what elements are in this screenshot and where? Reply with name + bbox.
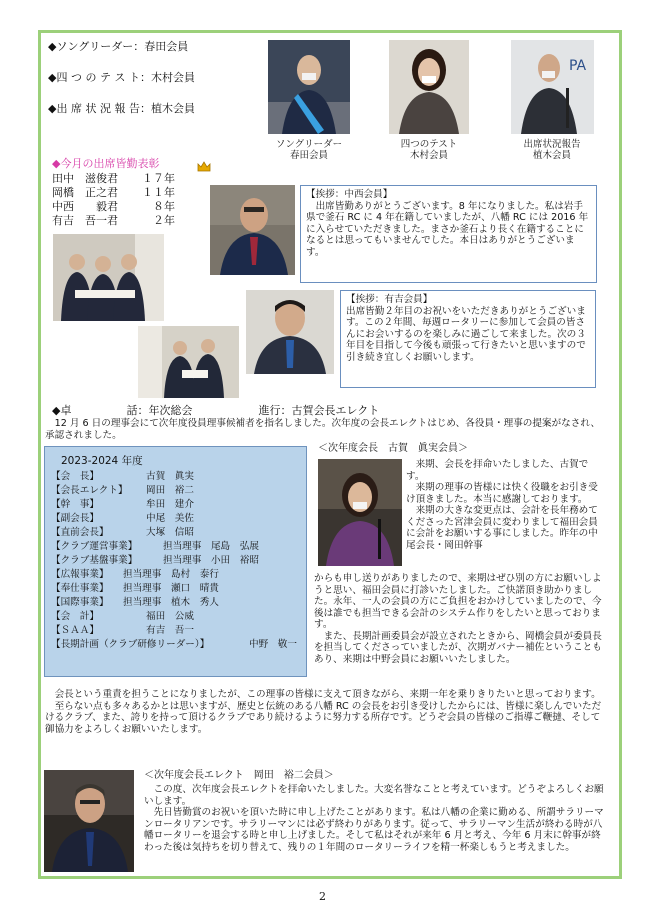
greeting-body: 出席皆勤ありがとうございます。8 年になりました。私は岩手県で釜石 RC に 4 年在籍していましたが、八幡 RC には 2016 年に入らせていただきました。まさか釜石より長く在籍することになるとは思ってもいませんでした。本日はありがとうございます。 <box>306 200 589 258</box>
crown-icon <box>197 157 211 168</box>
president-wide-text: からも申し送りがありましたので、来期はぜひ別の方にお願いしようと思い、福田会員に打診いたしました。ご快諾頂き助かりました。永年、一人の会員の方にご負担をおかけしていましたので、今後は誰でも担当できる会計のシステム作りをしたいと思っております。 また、長期計画委員会が設立されたときから、岡橋会員が委員長を担当してくださっていましたが、次期ガバナー補佐ということもあり、来期は中野会員にお願いいたしました。 <box>314 573 602 665</box>
table-row: 【長期計画（クラブ研修リーダー）】 中野 敬一 <box>51 639 297 650</box>
greeting-title: 【挨拶：中西会員】 <box>306 189 393 200</box>
officers-year: 2023-2024 年度 <box>61 455 143 467</box>
photo-president-koga <box>318 459 402 566</box>
caption-four-way-test: 四つのテスト 木村会員 <box>400 139 458 161</box>
photo-four-way-test <box>389 40 469 134</box>
photo-award-handover <box>138 326 239 398</box>
table-row: 【クラブ基盤事業】 担当理事 小田 裕昭 <box>51 555 259 566</box>
president-short-text: 来期、会長を拝命いたしました、古賀です。 来期の理事の皆様には快く役職をお引き受け頂きました。本当に感謝しております。 来期の大きな変更点は、会計を長年務めてくださった宮津会員に変わりまして福田会員に会計をお願いする事にしました。昨年の中尾会長・岡田幹事 <box>406 459 598 551</box>
table-row: 【会長エレクト】 岡田 裕二 <box>51 485 194 496</box>
table-row: 【会 計】 福田 公威 <box>51 611 194 622</box>
table-row: 【奉仕事業】 担当理事 瀬口 晴貴 <box>51 583 219 594</box>
table-row: 【副会長】 中尾 美佐 <box>51 513 194 524</box>
talk-intro: 12 月 6 日の理事会にて次年度役員理事候補者を指名しました。次年度の会長エレクトはじめ、各役員・理事の提案がなされ、承認されました。 <box>45 418 601 441</box>
role-song-leader: ◆ソングリーダー：春田会員 <box>48 40 189 53</box>
photo-award-group <box>53 234 164 321</box>
svg-text:PA: PA <box>569 58 587 74</box>
president-heading: ＜次年度会長 古賀 眞実会員＞ <box>318 443 468 454</box>
list-item: 中西 毅君 ８年 <box>52 200 175 213</box>
greeting-ariyoshi-box <box>340 290 596 388</box>
table-row: 【幹 事】 牟田 建介 <box>51 499 194 510</box>
photo-elect-okada <box>44 770 134 872</box>
role-four-way-test: ◆四 つ の テ ス ト：木村会員 <box>48 71 195 84</box>
page-number: 2 <box>319 890 326 903</box>
list-item: 有吉 吾一君 ２年 <box>52 214 175 227</box>
greeting-body: 出席皆勤２年目のお祝いをいただきありがとうございます。この２年間、毎週ロータリーに参加して会員の皆さんにお会いするのを楽しみに過ごして来ました。次の３年目を目指して今後も頑張って行きたいと思いますので引き続き宜しくお願いします。 <box>346 305 586 363</box>
president-full-text: 会長という重責を担うことになりましたが、この理事の皆様に支えて頂きながら、来期一年を乗りきりたいと思っております。 至らない点も多々あるかとは思いますが、歴史と伝統のある八幡 RC の会長をお引き受けしたからには、皆様に楽しんでいただけるクラブ、また、誇りを持って頂けるクラブであり続けるように努力する所存です。どうぞ会員の皆様のご指導ご鞭撻、そして御協力をよろしくお願いいたします。 <box>45 689 602 735</box>
caption-attendance-report: 出席状況報告 植木会員 <box>523 139 581 161</box>
table-row: 【国際事業】 担当理事 植木 秀人 <box>51 597 219 608</box>
caption-song-leader: ソングリーダー 春田会員 <box>275 139 343 161</box>
elect-heading: ＜次年度会長エレクト 岡田 裕二会員＞ <box>144 770 334 781</box>
elect-text: この度、次年度会長エレクトを拝命いたしました。大変名誉なことと考えています。どうぞよろしくお願いします。 先日皆勤賞のお祝いを頂いた時に申し上げたことがあります。私は八幡の企業に勤める、所謂サラリーマンロータリアンです。サラリーマンには必ず終わりがあります。従って、サラリーマン生活が終わる時が八幡ロータリーを退会する時と申し上げました。そして私はそれが来年 6 月と考え、今年 6 月末に幹事が終わった後は気持ちを切り替えて、残りの１年間のロータリーライフを精一杯楽しもうと考えました。 <box>144 784 604 853</box>
role-attendance-report: ◆出 席 状 況 報 告：植木会員 <box>48 102 195 115</box>
photo-nakanishi <box>210 185 295 275</box>
table-row: 【会 長】 古賀 眞実 <box>51 471 194 482</box>
photo-ariyoshi <box>246 290 334 374</box>
photo-attendance-report <box>511 40 594 134</box>
table-row: 【ＳＡＡ】 有吉 吾一 <box>51 625 194 636</box>
attendance-list <box>52 172 175 228</box>
talk-heading: ◆卓 話：年次総会 進行：古賀会長エレクト <box>52 404 380 417</box>
table-row: 【広報事業】 担当理事 島村 泰行 <box>51 569 219 580</box>
table-row: 【クラブ運営事業】 担当理事 尾島 弘展 <box>51 541 259 552</box>
list-item: 岡橋 正之君 １１年 <box>52 186 175 199</box>
list-item: 田中 滋俊君 １７年 <box>52 172 175 185</box>
table-row: 【直前会長】 大塚 信昭 <box>51 527 194 538</box>
greeting-nakanishi-box <box>300 185 597 283</box>
officers-list <box>44 446 307 677</box>
photo-song-leader <box>268 40 350 134</box>
greeting-title: 【挨拶：有吉会員】 <box>346 294 433 305</box>
attendance-title: ◆今月の出席皆勤表彰 <box>52 157 160 170</box>
